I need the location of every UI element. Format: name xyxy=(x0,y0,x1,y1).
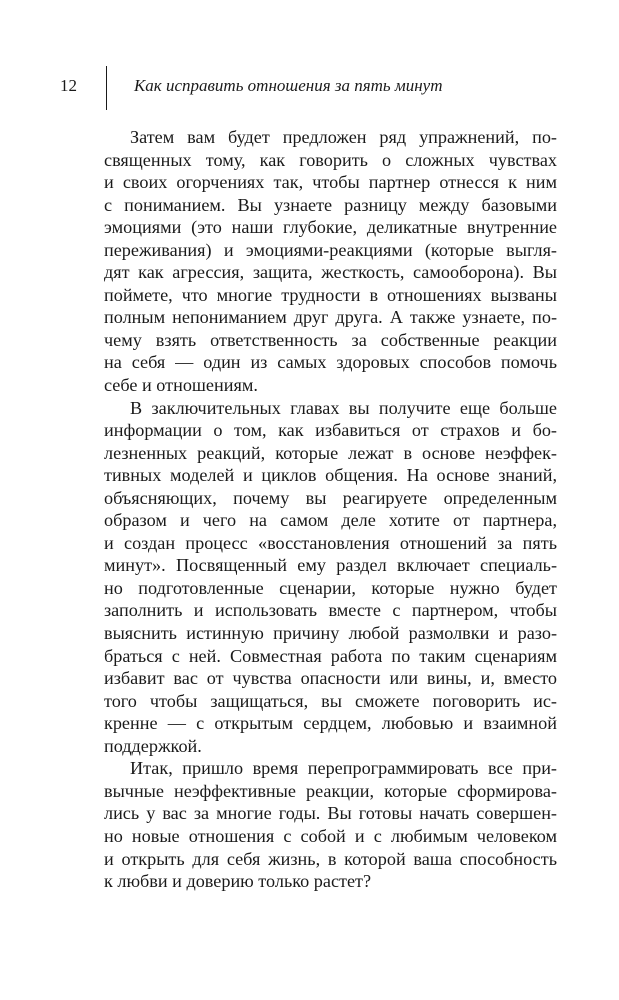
text-line: В заключительных главах вы получите еще больше xyxy=(130,397,557,418)
text-line: эмоциями (это наши глубокие, деликатные внутренние xyxy=(104,217,557,238)
text-line: образом и чего на самом деле хотите от партнера, xyxy=(104,510,557,531)
text-line: на себя — один из самых здоровых способов помочь xyxy=(104,352,557,373)
text-line: поймете, что многие трудности в отношениях вызваны xyxy=(104,284,557,305)
text-line: себе и отношениям. xyxy=(104,375,258,396)
text-line: и своих огорчениях так, чтобы партнер отнесся к ним xyxy=(104,172,557,193)
text-line: священных тому, как говорить о сложных чувствах xyxy=(104,149,557,170)
text-line: объясняющих, почему вы реагируете определенным xyxy=(104,487,557,508)
text-line: но новые отношения с собой и с любимым человеком xyxy=(104,825,557,846)
text-line: и открыть для себя жизнь, в которой ваша способность xyxy=(104,848,557,869)
text-line: поддержкой. xyxy=(104,735,202,756)
text-line: и создан процесс «восстановления отношений за пять xyxy=(104,532,557,553)
text-line: заполнить и использовать вместе с партнером, чтобы xyxy=(104,600,557,621)
text-line: полным непониманием друг друга. А также узнаете, по- xyxy=(104,307,557,328)
text-line: к любви и доверию только растет? xyxy=(104,871,372,892)
text-line: того чтобы защищаться, вы сможете поговорить ис- xyxy=(104,690,557,711)
text-line: избавит вас от чувства опасности или вины, и, вместо xyxy=(104,668,557,689)
paragraph-1 xyxy=(104,126,557,397)
text-line: Затем вам будет предложен ряд упражнений, по- xyxy=(130,127,557,147)
body-text xyxy=(104,126,557,893)
text-line: тивных моделей и циклов общения. На основе знаний, xyxy=(104,465,557,486)
text-line: кренне — с открытым сердцем, любовью и взаимной xyxy=(104,713,557,734)
text-line: но подготовленные сценарии, которые нужно будет xyxy=(104,577,557,598)
text-line: браться с ней. Совместная работа по таким сценариям xyxy=(104,645,557,666)
text-line: переживания) и эмоциями-реакциями (которые выгля- xyxy=(104,239,557,260)
text-line: Итак, пришло время перепрограммировать все при- xyxy=(130,758,557,779)
text-line: минут». Посвященный ему раздел включает специаль- xyxy=(104,555,557,576)
text-line: лезненных реакций, которые лежат в основе неэффек- xyxy=(104,442,557,463)
text-line: выяснить истинную причину любой размолвки и разо- xyxy=(104,623,557,644)
text-line: лись у вас за многие годы. Вы готовы начать совершен- xyxy=(104,803,557,824)
text-line: чему взять ответственность за собственные реакции xyxy=(104,329,557,350)
text-line: вычные неэффективные реакции, которые сформирова- xyxy=(104,780,557,801)
paragraph-2 xyxy=(104,397,557,758)
text-line: дят как агрессия, защита, жесткость, самооборона). Вы xyxy=(104,262,557,283)
running-title: Как исправить отношения за пять минут xyxy=(134,76,443,95)
page-number: 12 xyxy=(60,76,77,95)
header-divider xyxy=(106,66,107,110)
paragraph-3 xyxy=(104,757,557,892)
text-line: с пониманием. Вы узнаете разницу между базовыми xyxy=(104,194,557,215)
text-line: информации о том, как избавиться от страхов и бо- xyxy=(104,420,557,441)
